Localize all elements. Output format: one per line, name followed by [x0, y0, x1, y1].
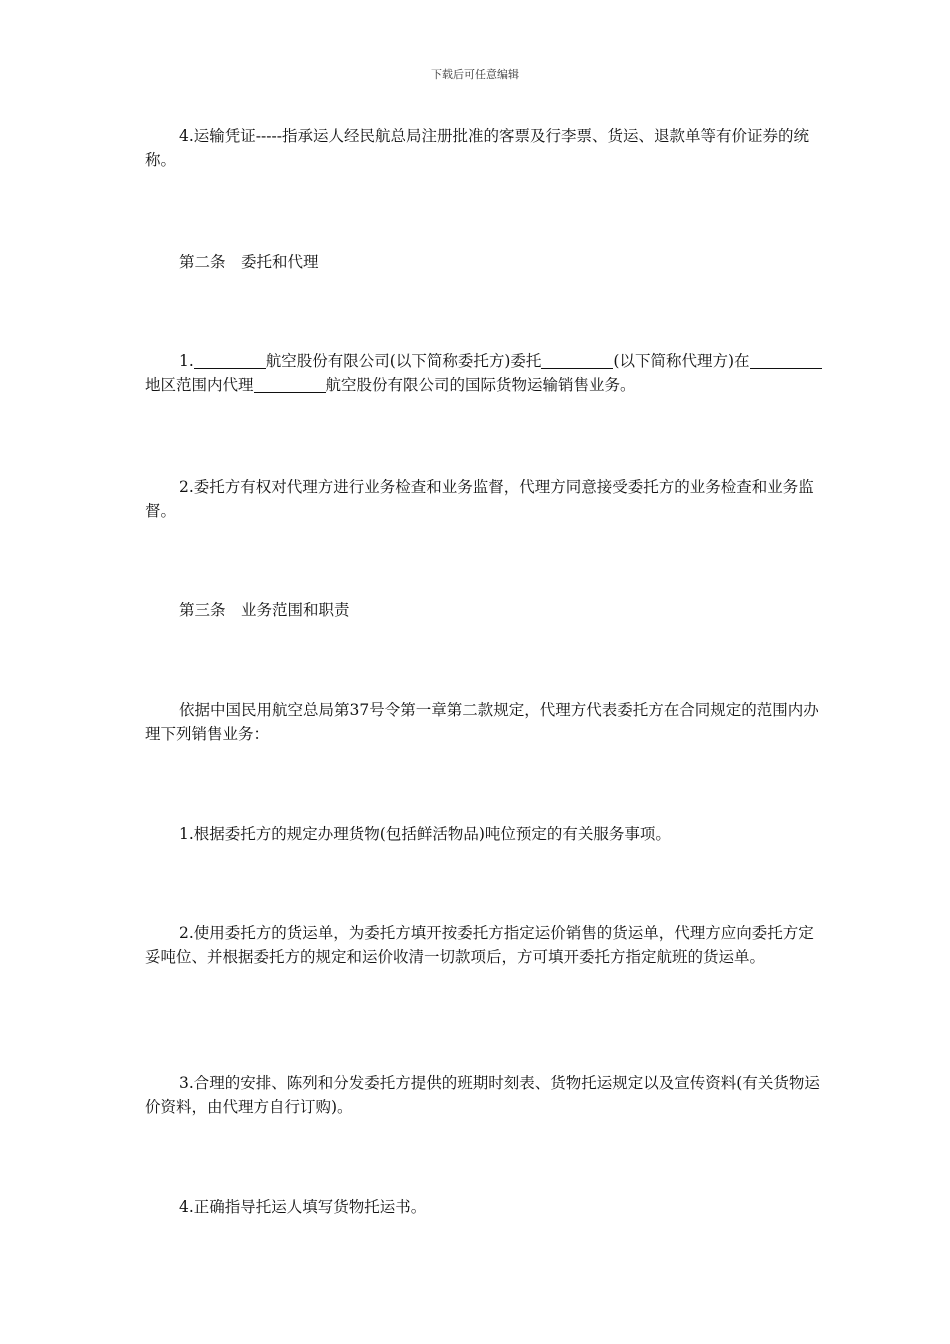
article-3-heading: 第三条 业务范围和职责 [179, 601, 350, 619]
blank-field [750, 352, 822, 369]
clause-text: 航空股份有限公司的国际货物运输销售业务。 [325, 376, 636, 394]
clause-text: 航空股份有限公司(以下简称委托方)委托 [265, 352, 542, 370]
blank-field [541, 352, 613, 369]
paragraph-entrust-agency [145, 349, 825, 397]
paragraph-business-scope: 依据中国民用航空总局第37号令第一章第二款规定，代理方代表委托方在合同规定的范围内办理下列销售业务： [145, 701, 819, 743]
paragraph-item-1: 1.根据委托方的规定办理货物(包括鲜活物品)吨位预定的有关服务事项。 [179, 825, 671, 843]
clause-text: (以下简称代理方)在 [613, 352, 750, 370]
paragraph-supervision: 2.委托方有权对代理方进行业务检查和业务监督，代理方同意接受委托方的业务检查和业务监督。 [145, 478, 814, 520]
paragraph-item-3: 3.合理的安排、陈列和分发委托方提供的班期时刻表、货物托运规定以及宣传资料(有关货物运价资料，由代理方自行订购)。 [145, 1074, 820, 1116]
blank-field [254, 376, 326, 393]
paragraph-item-2: 2.使用委托方的货运单，为委托方填开按委托方指定运价销售的货运单，代理方应向委托方定妥吨位、并根据委托方的规定和运价收清一切款项后，方可填开委托方指定航班的货运单。 [145, 924, 814, 966]
blank-field [194, 352, 266, 369]
paragraph-transport-voucher: 4.运输凭证-----指承运人经民航总局注册批准的客票及行李票、货运、退款单等有价证券的统称。 [145, 127, 809, 169]
article-2-heading: 第二条 委托和代理 [179, 253, 319, 271]
page-header: 下载后可任意编辑 [431, 68, 519, 81]
clause-text: 地区范围内代理 [145, 376, 254, 394]
paragraph-item-4: 4.正确指导托运人填写货物托运书。 [179, 1198, 427, 1216]
clause-number: 1. [179, 352, 194, 370]
